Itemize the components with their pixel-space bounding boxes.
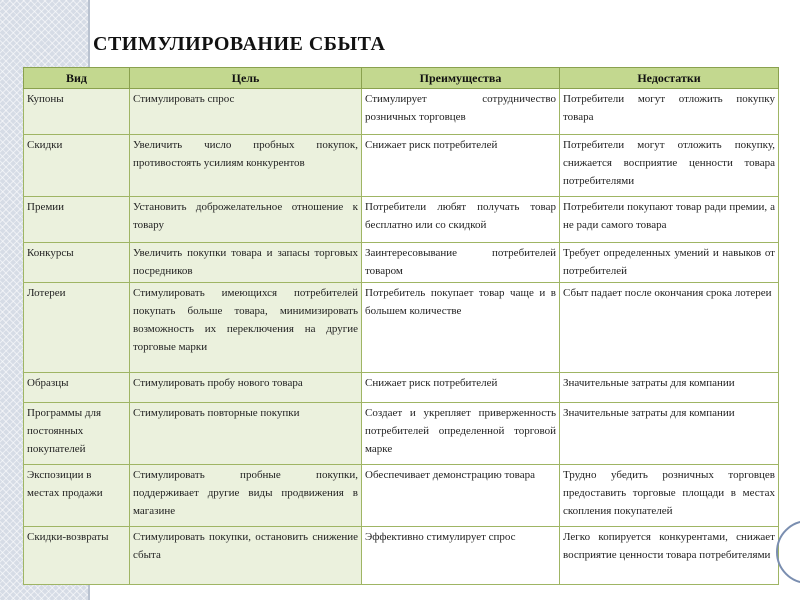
- cell-advantages: Эффективно стимулирует спрос: [362, 527, 560, 585]
- table-row: [24, 197, 779, 243]
- cell-kind: Скидки: [24, 135, 130, 197]
- table-row: [24, 89, 779, 135]
- table-row: [24, 243, 779, 283]
- header-kind: Вид: [24, 68, 130, 89]
- cell-advantages: Заинтересовывание потребителей товаром: [362, 243, 560, 283]
- promotion-table: [23, 67, 779, 585]
- cell-advantages: Обеспечивает демонстрацию товара: [362, 465, 560, 527]
- cell-goal: Стимулировать пробные покупки, поддерживает другие виды продвижения в магазине: [130, 465, 362, 527]
- cell-advantages: Стимулирует сотрудничество розничных торговцев: [362, 89, 560, 135]
- header-disadvantages: Недостатки: [560, 68, 779, 89]
- cell-kind: Конкурсы: [24, 243, 130, 283]
- corner-arc-decoration: [776, 520, 800, 584]
- cell-advantages: Снижает риск потребителей: [362, 135, 560, 197]
- cell-advantages: Создает и укрепляет приверженность потребителей определенной торговой марке: [362, 403, 560, 465]
- cell-disadvantages: Значительные затраты для компании: [560, 373, 779, 403]
- cell-advantages: Потребители любят получать товар бесплатно или со скидкой: [362, 197, 560, 243]
- cell-goal: Стимулировать покупки, остановить снижение сбыта: [130, 527, 362, 585]
- cell-goal: Установить доброжелательное отношение к товару: [130, 197, 362, 243]
- cell-kind: Экспозиции в местах продажи: [24, 465, 130, 527]
- table-row: [24, 135, 779, 197]
- cell-disadvantages: Легко копируется конкурентами, снижает восприятие ценности товара потребителями: [560, 527, 779, 585]
- cell-kind: Скидки-возвраты: [24, 527, 130, 585]
- table-header-row: [24, 68, 779, 89]
- cell-kind: Программы для постоянных покупателей: [24, 403, 130, 465]
- cell-disadvantages: Значительные затраты для компании: [560, 403, 779, 465]
- cell-advantages: Снижает риск потребителей: [362, 373, 560, 403]
- cell-disadvantages: Потребители могут отложить покупку, снижается восприятие ценности товара потребителями: [560, 135, 779, 197]
- table-row: [24, 283, 779, 373]
- cell-goal: Стимулировать спрос: [130, 89, 362, 135]
- cell-kind: Лотереи: [24, 283, 130, 373]
- cell-goal: Стимулировать имеющихся потребителей покупать больше товара, минимизировать возможность их переключения на другие торговые марки: [130, 283, 362, 373]
- cell-kind: Купоны: [24, 89, 130, 135]
- cell-advantages: Потребитель покупает товар чаще и в большем количестве: [362, 283, 560, 373]
- table-row: [24, 465, 779, 527]
- cell-kind: Премии: [24, 197, 130, 243]
- cell-goal: Стимулировать повторные покупки: [130, 403, 362, 465]
- cell-disadvantages: Трудно убедить розничных торговцев предоставить торговые площади в местах скопления покупателей: [560, 465, 779, 527]
- cell-goal: Увеличить число пробных покупок, противостоять усилиям конкурентов: [130, 135, 362, 197]
- cell-disadvantages: Потребители покупают товар ради премии, а не ради самого товара: [560, 197, 779, 243]
- cell-goal: Увеличить покупки товара и запасы торговых посредников: [130, 243, 362, 283]
- cell-disadvantages: Потребители могут отложить покупку товара: [560, 89, 779, 135]
- slide-title: СТИМУЛИРОВАНИЕ СБЫТА: [93, 33, 386, 55]
- cell-disadvantages: Требует определенных умений и навыков от потребителей: [560, 243, 779, 283]
- cell-goal: Стимулировать пробу нового товара: [130, 373, 362, 403]
- header-goal: Цель: [130, 68, 362, 89]
- table-row: [24, 373, 779, 403]
- table-row: [24, 527, 779, 585]
- table-row: [24, 403, 779, 465]
- cell-disadvantages: Сбыт падает после окончания срока лотереи: [560, 283, 779, 373]
- cell-kind: Образцы: [24, 373, 130, 403]
- header-advantages: Преимущества: [362, 68, 560, 89]
